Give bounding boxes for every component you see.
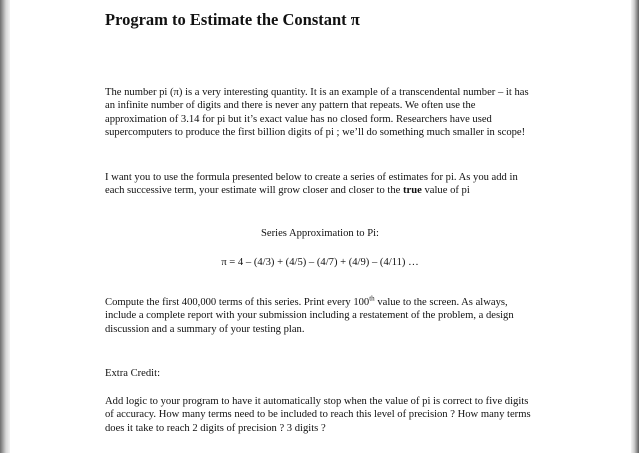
task-superscript: th <box>369 294 375 303</box>
instruction-paragraph <box>105 171 535 198</box>
extra-credit-label: Extra Credit: <box>105 368 161 379</box>
series-label: Series Approximation to Pi: <box>261 228 379 239</box>
left-page-edge <box>0 0 10 453</box>
task-text-2: value to the screen. As always, include a complete report with your submission including a restatement of the problem, a design discussion and a summary of your testing plan. <box>105 297 514 335</box>
intro-paragraph: The number pi (π) is a very interesting quantity. It is an example of a transcendental number – it has an infinite number of digits and there is never any pattern that repeats. We often use the approximation of 3.14 for pi but it’s exact value has no closed form. Researchers have used supercomputers to produce the first billion digits of pi ; we’ll do something much smaller in scope! <box>105 87 529 139</box>
instruction-text-2: value of pi <box>421 185 470 197</box>
series-formula: π = 4 – (4/3) + (4/5) – (4/7) + (4/9) – (4/11) … <box>221 257 419 268</box>
extra-credit-paragraph: Add logic to your program to have it automatically stop when the value of pi is correct to five digits of accuracy. How many terms need to be included to reach this level of precision ? How many terms does it take to reach 2 digits of precision ? 3 digits ? <box>105 396 531 434</box>
instruction-text-1: I want you to use the formula presented below to create a series of estimates for pi. As you add in each successive term, your estimate will grow closer and closer to the <box>105 172 518 197</box>
document-title: Program to Estimate the Constant π <box>105 10 360 29</box>
instruction-bold-word: true <box>403 185 422 197</box>
right-page-edge <box>631 0 639 453</box>
task-text-1: Compute the first 400,000 terms of this series. Print every 100 <box>105 297 370 308</box>
task-paragraph <box>105 296 535 336</box>
